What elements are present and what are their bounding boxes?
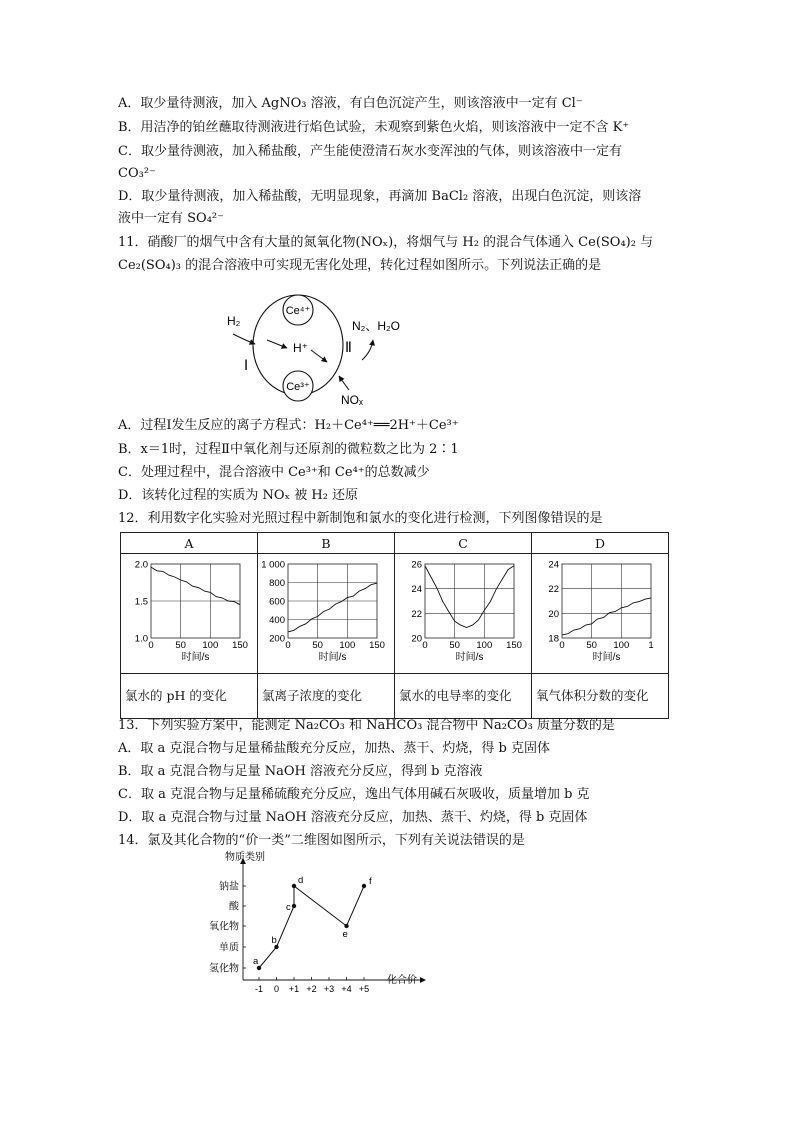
x-tick-label: +2 xyxy=(306,984,317,994)
y-category-label: 氢化物 xyxy=(209,963,239,975)
x-tick-label: 0 xyxy=(285,640,291,651)
y-tick-label: 2.0 xyxy=(134,559,148,571)
point-label-b: b xyxy=(271,935,277,946)
y-tick-label: 1.0 xyxy=(134,633,148,645)
ce3-label: Ce³⁺ xyxy=(286,381,310,393)
series-line xyxy=(288,583,377,632)
q11-option-d: D．该转化过程的实质为 NOₓ 被 H₂ 还原 xyxy=(118,488,359,503)
h-arrow-in xyxy=(267,340,287,348)
y-category-label: 氧化物 xyxy=(209,921,239,933)
plot-frame xyxy=(425,564,514,638)
point-f xyxy=(362,884,366,888)
q12-caption-a: 氯水的 pH 的变化 xyxy=(121,674,258,719)
q12-caption-b: 氯离子浓度的变化 xyxy=(258,674,395,719)
q11-stem-line1: 11．硝酸厂的烟气中含有大量的氮氧化物(NOₓ)，将烟气与 H₂ 的混合气体通入 Ce(SO₄)₂ 与 xyxy=(118,235,654,250)
nox-arrow xyxy=(339,376,349,390)
y-tick-label: 1.5 xyxy=(134,596,148,608)
x-tick-label: +4 xyxy=(341,984,352,994)
products-label: N₂、H₂O xyxy=(352,319,400,333)
x-tick-label: 150 xyxy=(506,640,522,651)
q13-option-b: B．取 a 克混合物与足量 NaOH 溶液充分反应，得到 b 克溶液 xyxy=(118,764,483,779)
y-tick-label: 600 xyxy=(269,596,285,608)
x-tick-label: 50 xyxy=(312,640,323,651)
x-axis-title: 化合价 xyxy=(387,975,417,986)
q12-cell-a xyxy=(121,554,258,674)
q13-stem: 13．下列实验方案中，能测定 Na₂CO₃ 和 NaHCO₃ 混合物中 Na₂CO₃ 质量分数的是 xyxy=(118,718,615,733)
h2-arrow xyxy=(233,334,255,344)
x-tick-label: 100 xyxy=(476,640,493,651)
x-axis-arrow xyxy=(420,977,426,983)
products-arrow xyxy=(362,340,373,360)
q10-option-c: C．取少量待测液，加入稀盐酸，产生能使澄清石灰水变浑浊的气体，则该溶液中一定有 xyxy=(118,144,622,159)
q12-caption-c: 氯水的电导率的变化 xyxy=(395,674,532,719)
plot-frame xyxy=(562,564,651,638)
x-tick-label: 0 xyxy=(273,984,280,994)
y-tick-label: 26 xyxy=(411,559,422,571)
q12-cell-b xyxy=(258,554,395,674)
q10-option-c-cont: CO₃²⁻ xyxy=(118,166,156,181)
q12-header-a: A xyxy=(121,533,258,554)
point-c xyxy=(292,904,296,908)
step1-label: Ⅰ xyxy=(244,357,249,373)
y-tick-label: 1 000 xyxy=(261,559,285,571)
q10-option-b: B．用洁净的铂丝蘸取待测液进行焰色试验，未观察到紫色火焰，则该溶液中一定不含 K⁺ xyxy=(118,120,630,135)
x-tick-label: 100 xyxy=(202,640,219,651)
x-tick-label: 0 xyxy=(422,640,428,651)
q13-option-a: A．取 a 克混合物与足量稀盐酸充分反应，加热、蒸干、灼烧，得 b 克固体 xyxy=(118,741,550,756)
h-arrow-out xyxy=(311,350,327,362)
chart-d xyxy=(532,554,669,670)
h2-label: H₂ xyxy=(227,314,241,328)
ce4-label: Ce⁴⁺ xyxy=(285,305,311,317)
y-category-label: 钠盐 xyxy=(219,881,239,893)
x-tick-label: 50 xyxy=(175,640,186,651)
x-tick-label: 150 xyxy=(369,640,385,651)
point-label-e: e xyxy=(342,929,348,940)
hplus-label: H⁺ xyxy=(293,341,308,355)
series-line xyxy=(151,567,240,605)
y-category-label: 单质 xyxy=(219,942,239,954)
q11-cycle-diagram xyxy=(215,290,425,410)
x-tick-label: 50 xyxy=(586,640,597,651)
q10-option-a: A．取少量待测液，加入 AgNO₃ 溶液，有白色沉淀产生，则该溶液中一定有 Cl⁻ xyxy=(118,96,583,111)
q12-stem: 12．利用数字化实验对光照过程中新制饱和氯水的变化进行检测，下列图像错误的是 xyxy=(118,511,603,526)
q12-cell-d xyxy=(532,554,669,674)
x-axis-label: 时间/s xyxy=(181,652,210,663)
chart-a xyxy=(121,554,258,670)
y-tick-label: 22 xyxy=(411,608,422,620)
y-tick-label: 800 xyxy=(269,578,285,589)
x-axis-label: 时间/s xyxy=(318,652,347,663)
y-tick-label: 24 xyxy=(411,584,422,596)
chart-b xyxy=(258,554,395,670)
q11-option-c: C．处理过程中，混合溶液中 Ce³⁺和 Ce⁴⁺的总数减少 xyxy=(118,465,430,480)
y-axis-title: 物质类别 xyxy=(225,852,265,863)
q12-cell-c xyxy=(395,554,532,674)
x-tick-label: 1 xyxy=(648,640,654,651)
y-tick-label: 22 xyxy=(548,584,559,596)
q12-table xyxy=(120,532,669,719)
q11-option-b: B．x＝1时，过程Ⅱ中氧化剂与还原剂的微粒数之比为 2∶1 xyxy=(118,442,459,457)
point-label-c: c xyxy=(286,902,291,913)
q13-option-d: D．取 a 克混合物与过量 NaOH 溶液充分反应，加热、蒸干、灼烧，得 b 克固体 xyxy=(118,810,588,825)
x-axis-label: 时间/s xyxy=(592,652,621,663)
q12-caption-d: 氧气体积分数的变化 xyxy=(532,674,669,719)
x-tick-label: -1 xyxy=(254,984,264,994)
y-tick-label: 400 xyxy=(269,615,285,626)
x-tick-label: 150 xyxy=(232,640,248,651)
y-tick-label: 200 xyxy=(269,633,285,645)
q12-header-c: C xyxy=(395,533,532,554)
y-tick-label: 20 xyxy=(548,608,559,620)
point-d xyxy=(292,884,296,888)
x-tick-label: 100 xyxy=(339,640,356,651)
q11-stem-line2: Ce₂(SO₄)₃ 的混合溶液中可实现无害化处理，转化过程如图所示。下列说法正确的是 xyxy=(118,258,602,273)
point-label-d: d xyxy=(298,875,304,886)
y-category-label: 酸 xyxy=(229,901,239,913)
q14-stem: 14．氯及其化合物的“价一类”二维图如图所示，下列有关说法错误的是 xyxy=(118,833,525,848)
q13-option-c: C．取 a 克混合物与足量稀硫酸充分反应，逸出气体用碱石灰吸收，质量增加 b 克 xyxy=(118,787,590,802)
q12-header-b: B xyxy=(258,533,395,554)
x-tick-label: 0 xyxy=(148,640,154,651)
q11-option-a: A．过程Ⅰ发生反应的离子方程式：H₂＋Ce⁴⁺══2H⁺＋Ce³⁺ xyxy=(118,418,459,433)
step2-label: Ⅱ xyxy=(345,339,352,355)
x-tick-label: 100 xyxy=(613,640,630,651)
valence-type-chart xyxy=(195,848,435,998)
x-tick-label: 0 xyxy=(559,640,565,651)
point-label-a: a xyxy=(253,956,259,967)
x-tick-label: +1 xyxy=(288,984,300,994)
series-line xyxy=(425,566,514,628)
y-tick-label: 18 xyxy=(548,633,559,645)
q10-option-d-cont: 液中一定有 SO₄²⁻ xyxy=(118,211,224,226)
x-tick-label: 50 xyxy=(449,640,460,651)
q10-option-d: D．取少量待测液，加入稀盐酸，无明显现象，再滴加 BaCl₂ 溶液，出现白色沉淀，则该溶 xyxy=(118,189,642,204)
y-tick-label: 24 xyxy=(548,559,559,571)
point-label-f: f xyxy=(369,876,372,887)
nox-label: NOₓ xyxy=(341,393,363,407)
x-tick-label: +3 xyxy=(323,984,335,994)
x-tick-label: +5 xyxy=(358,984,370,994)
x-axis-label: 时间/s xyxy=(455,652,484,663)
series-line xyxy=(562,598,651,635)
point-e xyxy=(344,924,348,928)
chart-c xyxy=(395,554,532,670)
q12-header-d: D xyxy=(532,533,669,554)
y-tick-label: 20 xyxy=(411,633,422,645)
